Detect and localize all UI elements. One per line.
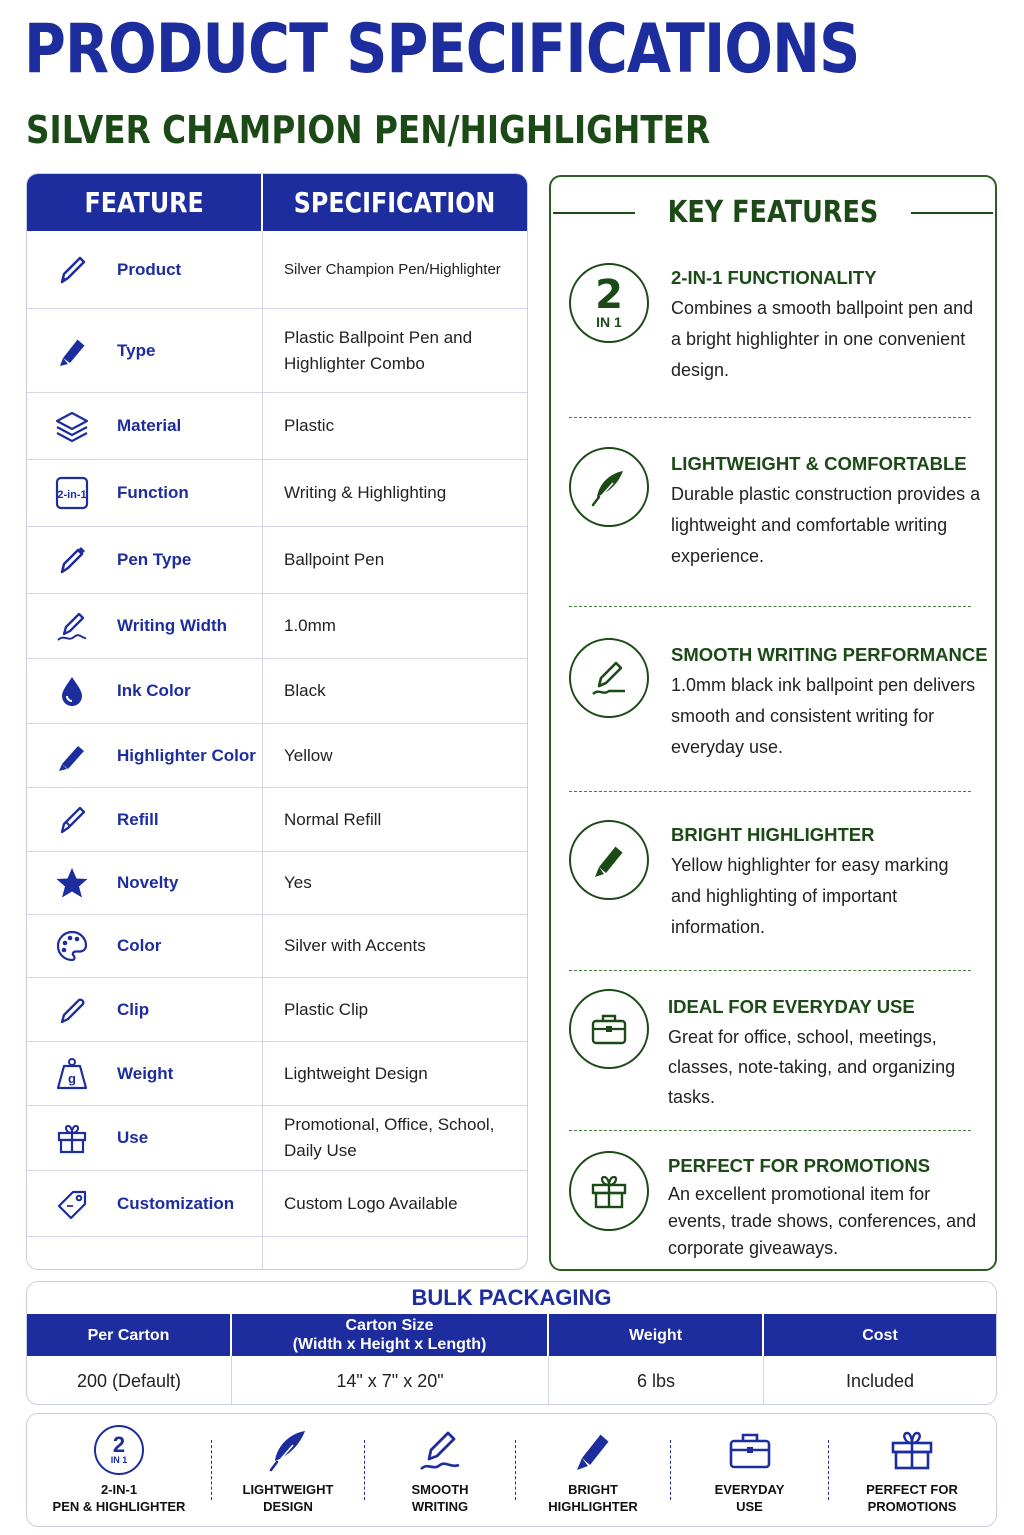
highlighter-icon	[27, 333, 117, 369]
key-feature-text: 1.0mm black ink ballpoint pen delivers smooth and consistent writing for everyday use.	[671, 675, 976, 757]
table-row	[27, 231, 527, 309]
bulk-packaging-title: BULK PACKAGING	[411, 1285, 612, 1310]
carton-size-header: Carton Size (Width x Height x Length)	[232, 1314, 549, 1356]
key-feature-text: Yellow highlighter for easy marking and highlighting of important information.	[671, 855, 949, 937]
feature-label: Highlighter Color	[117, 745, 256, 765]
table-row	[27, 978, 527, 1042]
feature-label: Ink Color	[117, 681, 191, 700]
per-carton-header: Per Carton	[27, 1314, 232, 1356]
divider	[569, 417, 971, 418]
spec-value: Writing & Highlighting	[284, 483, 447, 502]
feather-icon	[263, 1425, 313, 1475]
table-row	[27, 527, 527, 594]
table-row	[27, 309, 527, 393]
feature-label: Weight	[117, 1063, 174, 1083]
divider	[569, 970, 971, 971]
pen-writing-icon	[569, 638, 649, 718]
key-feature-text: Combines a smooth ballpoint pen and a bright highlighter in one convenient design.	[671, 298, 974, 380]
feature-label: Writing Width	[117, 616, 228, 635]
table-row	[27, 594, 527, 659]
spec-value: 1.0mm	[284, 616, 336, 635]
spec-value: Normal Refill	[284, 809, 382, 829]
feature-label: Product	[117, 259, 182, 279]
bulk-packaging-header	[27, 1314, 996, 1356]
table-row	[27, 915, 527, 978]
spec-value: Yellow	[284, 745, 333, 765]
feature-label: Material	[117, 416, 182, 435]
spec-value: Silver with Accents	[284, 936, 426, 955]
gift-icon	[887, 1425, 937, 1475]
writing-icon	[27, 608, 117, 644]
strip-item: PERFECT FOR PROMOTIONS	[829, 1425, 995, 1515]
spec-value: Plastic Clip	[284, 999, 369, 1019]
key-features-panel	[549, 175, 997, 1271]
key-feature-title: SMOOTH WRITING PERFORMANCE	[671, 644, 988, 665]
divider	[569, 791, 971, 792]
weight-header: Weight	[549, 1314, 764, 1356]
key-feature-text: Durable plastic construction provides a lightweight and comfortable writing experience.	[671, 484, 981, 566]
spec-value: Plastic	[284, 416, 335, 435]
feature-icon-strip	[26, 1413, 997, 1527]
feature-label: Novelty	[117, 873, 179, 892]
refill-icon	[27, 802, 117, 838]
key-feature-title: LIGHTWEIGHT & COMFORTABLE	[671, 453, 967, 474]
gift-icon	[569, 1151, 649, 1231]
divider	[569, 606, 971, 607]
marker-icon	[27, 738, 117, 774]
table-row	[27, 460, 527, 527]
feature-label: Pen Type	[117, 550, 192, 569]
strip-item: SMOOTH WRITING	[365, 1425, 515, 1515]
feature-label: Use	[117, 1128, 149, 1147]
feature-label: Clip	[117, 999, 150, 1019]
key-feature-text: An excellent promotional item for events, trade shows, conferences, and corporate giveaways.	[668, 1184, 977, 1258]
spec-value: Promotional, Office, School, Daily Use	[284, 1115, 495, 1160]
table-row	[27, 724, 527, 788]
star-icon	[27, 865, 117, 901]
spec-value: Silver Champion Pen/Highlighter	[284, 260, 501, 278]
spec-table-header	[27, 174, 527, 231]
key-features-title: KEY FEATURES	[551, 195, 995, 230]
two-in-one-icon: 2 IN 1	[569, 263, 649, 343]
table-row	[27, 393, 527, 460]
spec-value: Lightweight Design	[284, 1063, 428, 1083]
feature-label: Function	[117, 483, 189, 502]
feature-label: Color	[117, 936, 162, 955]
table-row	[27, 1106, 527, 1171]
feature-label: Refill	[117, 809, 159, 829]
feature-label: Type	[117, 340, 156, 360]
key-feature-title: BRIGHT HIGHLIGHTER	[671, 824, 875, 845]
briefcase-icon	[569, 989, 649, 1069]
table-row	[27, 1042, 527, 1106]
spec-table	[26, 173, 528, 1270]
strip-item: BRIGHT HIGHLIGHTER	[516, 1425, 670, 1515]
per-carton-value: 200 (Default)	[27, 1356, 232, 1405]
spec-value: Ballpoint Pen	[284, 550, 385, 569]
palette-icon	[27, 928, 117, 964]
table-row	[27, 659, 527, 724]
cost-value: Included	[845, 1370, 915, 1391]
table-row	[27, 1171, 527, 1237]
pen-icon	[27, 252, 117, 288]
spec-column-header: SPECIFICATION	[294, 186, 496, 219]
carton-size-value: 14" x 7" x 20"	[232, 1356, 549, 1405]
spec-value: Black	[284, 681, 326, 700]
key-feature-title: 2-IN-1 FUNCTIONALITY	[671, 267, 877, 288]
weight-icon	[27, 1056, 117, 1092]
clip-icon	[27, 992, 117, 1028]
table-row	[27, 852, 527, 915]
feather-icon	[569, 447, 649, 527]
key-feature-title: IDEAL FOR EVERYDAY USE	[668, 996, 915, 1017]
two-in-one-icon	[27, 475, 117, 511]
highlighter-icon	[568, 1425, 618, 1475]
svg-text:2-in-1: 2-in-1	[57, 489, 87, 501]
bulk-packaging-table	[26, 1281, 997, 1405]
spec-value: Plastic Ballpoint Pen and Highlighter Combo	[284, 327, 473, 373]
page-title: PRODUCT SPECIFICATIONS	[24, 10, 860, 89]
gift-icon	[27, 1120, 117, 1156]
layers-icon	[27, 408, 117, 444]
spec-value: Yes	[284, 873, 312, 892]
briefcase-icon	[725, 1425, 775, 1475]
key-feature-text: Great for office, school, meetings, classes, note-taking, and organizing tasks.	[668, 1027, 956, 1107]
divider	[569, 1130, 971, 1131]
svg-text:g: g	[68, 1070, 76, 1086]
highlighter-icon	[569, 820, 649, 900]
feature-column-header: FEATURE	[27, 174, 263, 231]
spec-value: Custom Logo Available	[284, 1193, 458, 1213]
ink-drop-icon	[27, 673, 117, 709]
weight-value: 6 lbs	[549, 1356, 764, 1405]
page-subtitle: SILVER CHAMPION PEN/HIGHLIGHTER	[26, 108, 711, 152]
table-filler	[27, 1237, 527, 1270]
pen-writing-icon	[415, 1425, 465, 1475]
key-feature-title: PERFECT FOR PROMOTIONS	[668, 1155, 931, 1176]
strip-item: EVERYDAY USE	[671, 1425, 828, 1515]
table-row	[27, 1356, 996, 1405]
tag-icon	[27, 1186, 117, 1222]
cost-header: Cost	[862, 1326, 898, 1344]
strip-item: LIGHTWEIGHT DESIGN	[212, 1425, 364, 1515]
strip-item: 2 IN 1 2-IN-1 PEN & HIGHLIGHTER	[27, 1425, 211, 1515]
table-row	[27, 788, 527, 852]
ballpoint-icon	[27, 542, 117, 578]
feature-label: Customization	[117, 1193, 235, 1213]
two-in-one-icon: 2 IN 1	[94, 1425, 144, 1475]
